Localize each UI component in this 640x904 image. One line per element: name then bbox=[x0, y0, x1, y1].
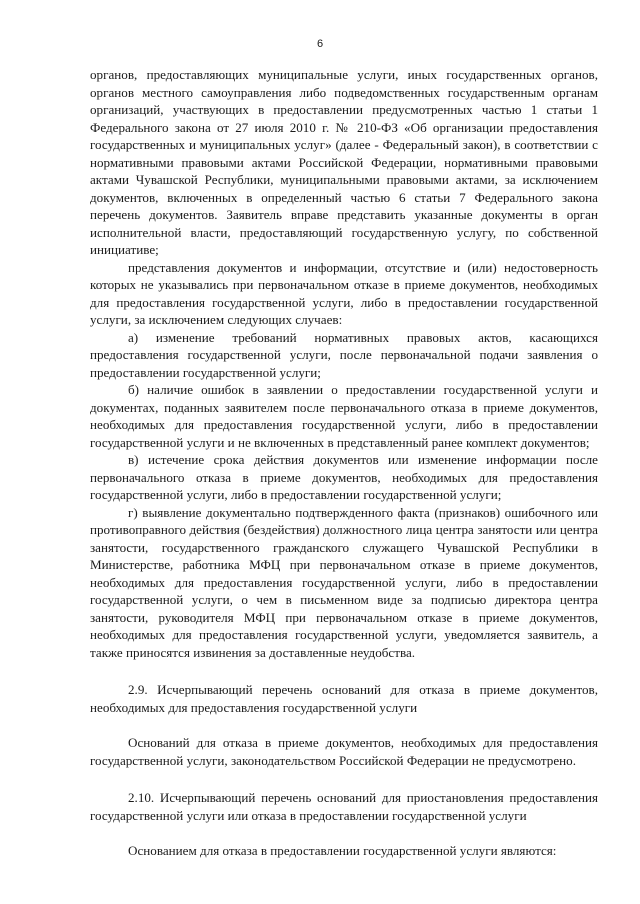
list-item-v: в) истечение срока действия документов или изменение информации после первоначального отказа в приеме документов, необходимых для предоставления государственной услуги, либо в предоставлении государственной услуги; bbox=[90, 452, 598, 502]
section-heading-2-10: 2.10. Исчерпывающий перечень оснований для приостановления предоставления государственной услуги или отказа в предоставлении государственной услуги bbox=[90, 790, 598, 823]
page-number: 6 bbox=[316, 38, 324, 50]
paragraph-grounds-refusal: Основанием для отказа в предоставлении государственной услуги являются: bbox=[128, 843, 557, 858]
list-item-g: г) выявление документально подтвержденного факта (признаков) ошибочного или противоправного действия (бездействия) должностного лица центра занятости или центра занятости, государственного гражданского служащего Чувашской Республики в Министерстве, работника МФЦ при первоначальном отказе в приеме документов, необходимых для предоставления государственной услуги, либо в предоставлении государственной услуги, о чем в письменном виде за подписью директора центра занятости, руководителя МФЦ при первоначальном отказе в приеме документов, необходимых для предоставления государственной услуги, уведомляется заявитель, а также приносятся извинения за доставленные неудобства. bbox=[90, 504, 598, 660]
document-body bbox=[90, 66, 598, 860]
section-heading-2-9: 2.9. Исчерпывающий перечень оснований для отказа в приеме документов, необходимых для предоставления государственной услуги bbox=[90, 682, 598, 715]
list-item-b: б) наличие ошибок в заявлении о предоставлении государственной услуги и документах, поданных заявителем после первоначального отказа в приеме документов, необходимых для предоставления государственной услуги, либо в предоставлении государственной услуги и не включенных в представленный ранее комплект документов; bbox=[90, 382, 598, 450]
paragraph-continuation: органов, предоставляющих муниципальные услуги, иных государственных органов, органов местного самоуправления либо подведомственных государственным органам организаций, участвующих в предоставлении предусмотренных частью 1 статьи 1 Федерального закона от 27 июля 2010 г. № 210-ФЗ «Об организации предоставления государственных и муниципальных услуг» (далее - Федеральный закон), в соответствии с нормативными правовыми актами Российской Федерации, нормативными правовыми актами Чувашской Республики, муниципальными правовыми актами, за исключением документов, включенных в определенный частью 6 статьи 7 Федерального закона перечень документов. Заявитель вправе представить указанные документы в орган исполнительной власти, предоставляющий государственную услугу, по собственной инициативе; bbox=[90, 67, 598, 257]
paragraph-no-grounds: Оснований для отказа в приеме документов, необходимых для предоставления государственной услуги, законодательством Российской Федерации не предусмотрено. bbox=[90, 735, 598, 768]
list-item-a: а) изменение требований нормативных правовых актов, касающихся предоставления государственной услуги, после первоначальной подачи заявления о предоставлении государственной услуги; bbox=[90, 329, 598, 380]
paragraph-documents-info: представления документов и информации, отсутствие и (или) недостоверность которых не указывались при первоначальном отказе в приеме документов, необходимых для предоставления государственной услуги, либо в предоставлении государственной услуги, за исключением следующих случаев: bbox=[90, 259, 598, 327]
